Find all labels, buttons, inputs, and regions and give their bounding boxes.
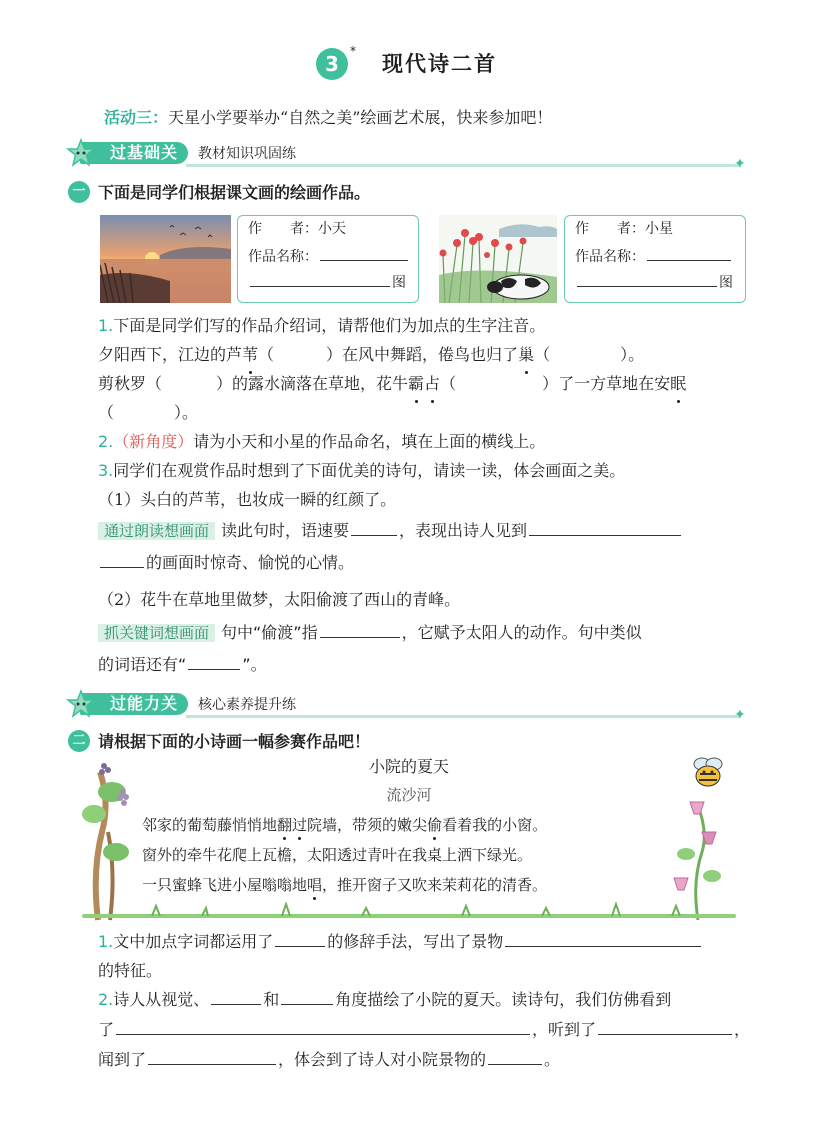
lesson-number-badge	[316, 48, 348, 80]
author-name: 小星	[645, 221, 673, 237]
sense-blank-2[interactable]	[281, 986, 333, 1005]
scene-blank-2[interactable]	[100, 549, 144, 568]
speed-blank[interactable]	[351, 517, 397, 536]
title-blank-2[interactable]	[250, 268, 390, 287]
question-one-heading	[68, 180, 370, 203]
pinyin-line-2: 剪秋罗（ ）的露水滴落在草地，花牛霸占（ ）了一方草地在安眠	[98, 370, 686, 398]
question-text: 下面是同学们根据课文画的绘画作品。	[98, 183, 371, 202]
activity-label: 活动三：	[104, 108, 169, 127]
question-number: 一	[68, 181, 90, 203]
sentence-1: （1）头白的芦苇，也妆成一瞬的红颜了。	[98, 490, 397, 509]
section-rule	[186, 715, 741, 718]
author-row: 作 者：小天	[248, 221, 346, 237]
new-angle-tag: （新角度）	[113, 432, 194, 451]
section-tag: 过基础关	[80, 142, 188, 164]
section-tag: 过能力关	[80, 693, 188, 715]
meaning-blank[interactable]	[320, 619, 400, 638]
part2-item-2-cont: 了 ，听到了 ，	[98, 1016, 750, 1044]
title-blank[interactable]	[647, 242, 731, 261]
section-banner-ability	[66, 693, 746, 723]
section-subtitle: 教材知识巩固练	[198, 146, 297, 162]
question-number: 二	[68, 730, 90, 752]
feature-blank[interactable]	[505, 928, 701, 947]
part2-item-2-cont2: 闻到了 ，体会到了诗人对小院景物的 。	[98, 1046, 560, 1074]
sentence-1-task-cont: 的画面时惊奇、愉悦的心情。	[98, 549, 354, 577]
lesson-number: 3	[325, 52, 339, 76]
question-text: 请根据下面的小诗画一幅参赛作品吧！	[98, 732, 371, 751]
sentence-2-task: 抓关键词想画面 句中“偷渡”指 ，它赋予太阳人的动作。句中类似	[98, 619, 642, 647]
title-blank-2[interactable]	[577, 268, 717, 287]
title-row: 作品名称：	[238, 242, 418, 268]
section-banner-basic	[66, 142, 746, 172]
pinyin-line-3: （ ）。	[98, 403, 199, 422]
author-row: 作 者：小星	[575, 221, 673, 237]
author-name: 小天	[318, 221, 346, 237]
feeling-blank[interactable]	[488, 1046, 542, 1065]
mascot-icon	[66, 138, 96, 168]
sentence-2-task-cont: 的词语还有“ ”。	[98, 651, 267, 679]
work-card-xiaoxing	[564, 215, 746, 303]
sentence-1-task: 通过朗读想画面 读此句时，语速要 ，表现出诗人见到	[98, 517, 683, 545]
mascot-icon	[66, 689, 96, 719]
item-3: 3.同学们在观赏作品时想到了下面优美的诗句，请读一读，体会画面之美。	[98, 461, 626, 480]
similar-word-blank[interactable]	[188, 651, 240, 670]
pinyin-line-1: 夕阳西下，江边的芦苇（ ）在风中舞蹈，倦鸟也归了巢（ ）。	[98, 341, 644, 369]
item-1: 1.下面是同学们写的作品介绍词，请帮他们为加点的生字注音。	[98, 316, 546, 335]
title-blank[interactable]	[320, 242, 408, 261]
heard-blank[interactable]	[598, 1016, 732, 1035]
poem-panel	[82, 752, 736, 922]
star-mark: *	[350, 44, 356, 58]
smell-blank[interactable]	[148, 1046, 276, 1065]
page-title: 现代诗二首	[382, 52, 497, 76]
poem-title: 小院的夏天	[368, 757, 449, 776]
sunset-painting	[100, 215, 231, 303]
saw-blank[interactable]	[116, 1016, 530, 1035]
rhetoric-blank[interactable]	[275, 928, 325, 947]
part2-item-2: 2.诗人从视觉、 和 角度描绘了小院的夏天。读诗句，我们仿佛看到	[98, 986, 671, 1014]
grass-decoration	[142, 902, 722, 916]
grape-vine-illustration	[82, 752, 146, 922]
title-line-row: 图	[565, 268, 745, 294]
scene-blank[interactable]	[529, 517, 681, 536]
poem-author: 流沙河	[386, 786, 432, 804]
part2-item-1-cont: 的特征。	[98, 961, 163, 980]
poem-line-3: 一只蜜蜂飞进小屋嗡嗡地唱，推开窗子又吹来茉莉花的清香。	[142, 876, 548, 894]
cow-painting	[439, 215, 557, 303]
activity-line	[104, 105, 552, 128]
title-line-row: 图	[238, 268, 418, 294]
sentence-2: （2）花牛在草地里做梦，太阳偷渡了西山的青峰。	[98, 590, 461, 609]
work-card-xiaotian	[237, 215, 419, 303]
poem-line-1: 邻家的葡萄藤悄悄地翻过院墙，带须的嫩尖偷看着我的小窗。	[142, 816, 548, 834]
question-two-heading	[68, 729, 370, 752]
title-row: 作品名称：	[565, 242, 745, 268]
sense-blank-1[interactable]	[211, 986, 261, 1005]
item-2: 2.（新角度）请为小天和小星的作品命名，填在上面的横线上。	[98, 432, 546, 451]
section-rule	[186, 164, 741, 167]
section-subtitle: 核心素养提升练	[198, 697, 297, 713]
keyword-tag: 抓关键词想画面	[98, 624, 215, 642]
poem-line-2: 窗外的牵牛花爬上瓦檐，太阳透过青叶在我桌上洒下绿光。	[142, 846, 533, 864]
part2-item-1: 1.文中加点字词都运用了 的修辞手法，写出了景物	[98, 928, 703, 956]
reading-tag: 通过朗读想画面	[98, 522, 215, 540]
star-deco-icon: ✦	[734, 156, 746, 172]
activity-text: 天星小学要举办“自然之美”绘画艺术展，快来参加吧！	[168, 108, 553, 127]
star-deco-icon: ✦	[734, 707, 746, 723]
